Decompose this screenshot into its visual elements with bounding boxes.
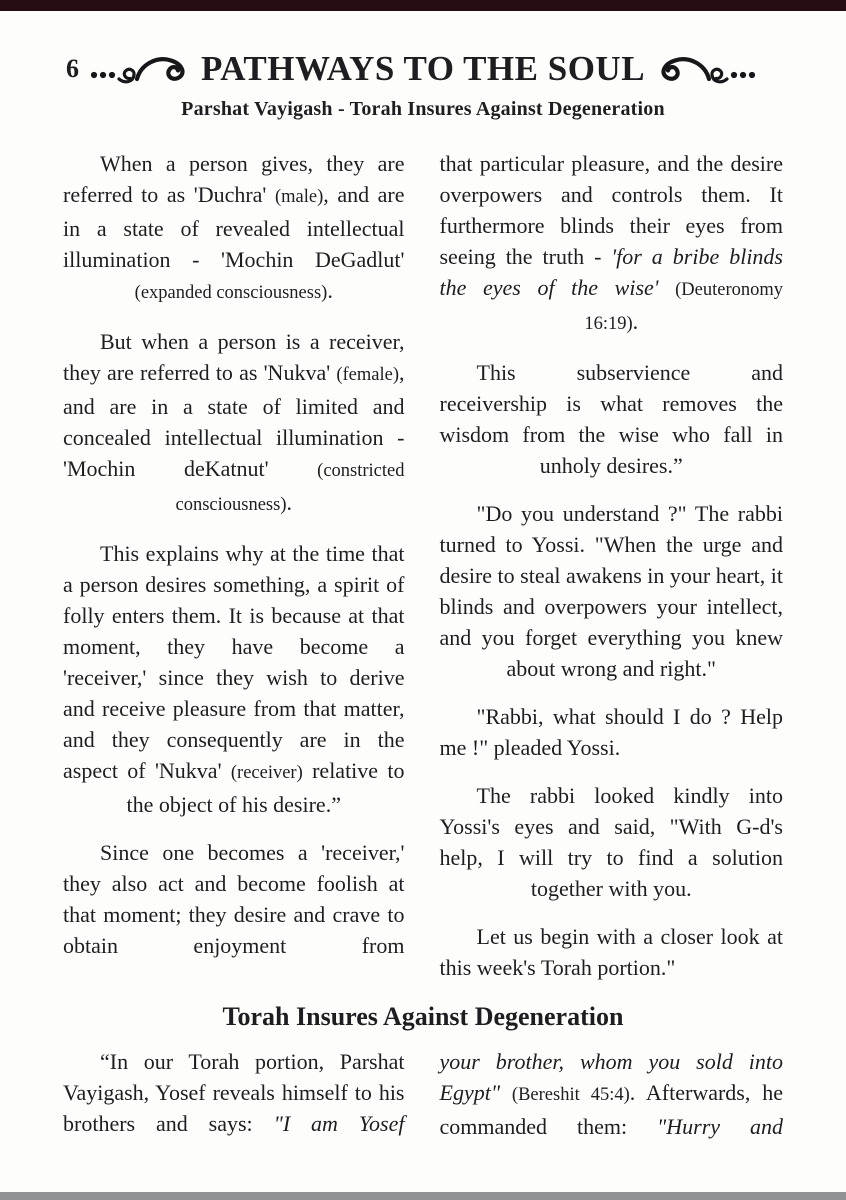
title-row — [0, 46, 846, 92]
paragraph — [440, 357, 784, 481]
text-segment: . — [286, 490, 292, 515]
text-segment: relative to the object of his desire.” — [126, 758, 405, 817]
paragraph — [440, 701, 784, 763]
main-text-columns — [63, 148, 783, 1000]
left-column — [63, 148, 405, 1000]
text-segment: , and are in a state of revealed intellectual illumination - 'Mochin DeGadlut' — [63, 182, 405, 272]
text-segment: (Deuteronomy 16:19) — [584, 280, 784, 334]
text-segment: (male) — [274, 187, 324, 207]
text-segment: “In our Torah portion, Parshat Vayigash, Yosef reveals himself to his brothers and says: — [63, 1049, 405, 1136]
text-segment: "Rabbi, what should I do ? Help me !" pleaded Yossi. — [439, 704, 783, 760]
text-segment: This subservience and receivership is what removes the wisdom from the wise who fall in unholy desires.” — [439, 360, 783, 478]
text-segment: Let us begin with a closer look at this week's Torah portion." — [439, 924, 783, 980]
text-segment: (female) — [336, 365, 399, 385]
paragraph — [63, 1046, 405, 1139]
masthead-title: PATHWAYS TO THE SOUL — [200, 49, 646, 88]
masthead — [0, 0, 846, 121]
paragraph — [63, 148, 405, 309]
scroll-flourish-left-icon — [89, 48, 193, 90]
text-segment: But when a person is a receiver, they are referred to as 'Nukva' — [63, 329, 405, 385]
section-text-columns — [63, 1046, 783, 1159]
text-segment: that particular pleasure, and the desire overpowers and controls them. It furthermore blinds their eyes from seeing the truth - — [439, 151, 783, 269]
text-segment — [659, 275, 676, 300]
text-segment: . — [327, 278, 333, 303]
text-segment: , and are in a state of limited and concealed intellectual illumination - 'Mochin deKatnut' — [63, 360, 405, 481]
text-segment: your brother, whom you sold into Egypt" — [439, 1049, 783, 1105]
text-segment: This explains why at the time that a person desires something, a spirit of folly enters them. It is because at that moment, they have become a 'receiver,' since they wish to derive and receive pleasure from that matter, and they consequently are in the aspect of 'Nukva' — [63, 541, 405, 783]
page-number: 6 — [66, 54, 79, 83]
text-segment: . Afterwards, he commanded them: — [439, 1080, 783, 1139]
page-bottom-edge — [0, 1192, 846, 1200]
text-segment: . — [632, 309, 639, 334]
text-segment: Since one becomes a 'receiver,' they also act and become foolish at that moment; they desire and crave to obtain enjoyment from — [63, 840, 405, 958]
text-segment: 'for a bribe blinds the eyes of the wise' — [439, 244, 783, 300]
paragraph — [440, 780, 784, 904]
text-segment: "Hurry and — [657, 1114, 783, 1139]
paragraph — [440, 148, 784, 340]
paragraph — [440, 921, 784, 983]
text-segment: (constricted consciousness) — [175, 461, 405, 515]
section-right-column — [440, 1046, 784, 1159]
section-left-column — [63, 1046, 405, 1159]
paragraph — [440, 1046, 784, 1142]
text-segment: (expanded consciousness) — [134, 283, 328, 303]
section-heading: Torah Insures Against Degeneration — [222, 1002, 624, 1031]
paragraph — [440, 498, 784, 684]
paragraph — [63, 326, 405, 521]
text-segment: "I am Yosef — [273, 1111, 405, 1136]
text-segment: "Do you understand ?" The rabbi turned to Yossi. "When the urge and desire to steal awakens in your heart, it blinds and overpowers your intellect, and you forget everything you knew about wrong and right." — [439, 501, 783, 681]
paragraph — [63, 538, 405, 820]
scroll-flourish-right-icon — [653, 48, 757, 90]
right-column — [440, 148, 784, 1000]
page-subtitle: Parshat Vayigash - Torah Insures Against Degeneration — [181, 98, 665, 120]
text-segment: (receiver) — [230, 763, 303, 783]
text-segment: (Bereshit 45:4) — [511, 1085, 630, 1105]
text-segment — [500, 1080, 512, 1105]
paragraph — [63, 837, 405, 961]
text-segment: The rabbi looked kindly into Yossi's eyes and said, "With G-d's help, I will try to find a solution together with you. — [439, 783, 783, 901]
text-segment: When a person gives, they are referred to as 'Duchra' — [63, 151, 405, 207]
